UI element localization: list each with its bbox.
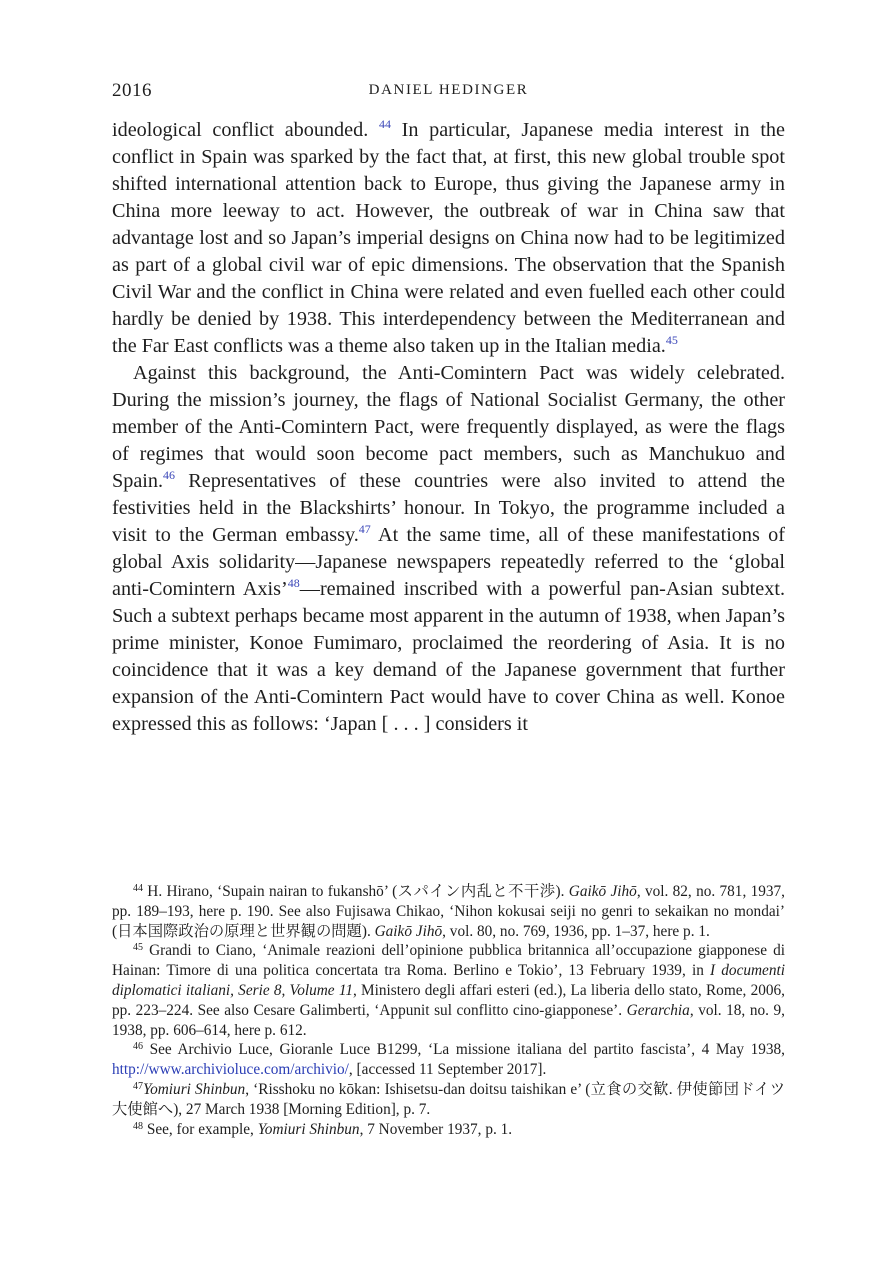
paragraph-2: Against this background, the Anti-Comintern Pact was widely celebrated. During the mission’s journey, the flags of National Socialist Germany, the other member of the Anti-Comintern Pact, were frequently displayed, as were the flags of regimes that would soon become pact members, such as Manchukuo and Spain.$^{46}$ Representatives of these countries were also invited to attend the festivities held in the Blackshirts’ honour. In Tokyo, the programme included a visit to the German embassy.$^{47}$ At the same time, all of these manifestations of global Axis solidarity—Japanese newspapers repeatedly referred to the ‘global anti-Comintern Axis’$^{48}$—remained inscribed with a powerful pan-Asian subtext. Such a subtext perhaps became most apparent in the autumn of 1938, when Japan’s prime minister, Konoe Fumimaro, proclaimed the reordering of Asia. It is no coincidence that it was a key demand of the Japanese government that further expansion of the Anti-Comintern Pact would have to cover China as well. Konoe expressed this as follows: ‘Japan [ . . . ] considers it xyxy=(112,362,786,735)
footnote-ref-45[interactable]: 45 xyxy=(665,333,678,347)
footnote-ref-47[interactable]: 47 xyxy=(358,522,371,536)
paragraph-1: ideological conflict abounded. $^{44}$ In particular, Japanese media interest in the conflict in Spain was sparked by the fact that, at first, this new global trouble spot shifted international attention back to Europe, thus giving the Japanese army in China more leeway to act. However, the outbreak of war in China saw that advantage lost and so Japan’s imperial designs on China now had to be legitimized as part of a global civil war of epic dimensions. The observation that the Spanish Civil War and the conflict in China were related and even fuelled each other could hardly be denied by 1938. This interdependency between the Mediterranean and the Far East conflicts was a theme also taken up in the Italian media.$^{45}$ xyxy=(112,117,785,357)
footnote-ref-48[interactable]: 48 xyxy=(287,576,300,590)
footnote-ref-44[interactable]: 44 xyxy=(378,117,391,131)
archivio-luce-link[interactable]: http://www.archivioluce.com/archivio/ xyxy=(112,1061,349,1079)
body-text xyxy=(112,117,785,738)
footnote-45: $^{45}$ Grandi to Ciano, ‘Animale reazioni dell’opinione pubblica britannica all’occupazione giapponese di Hainan: Timore di una politica concertata tra Roma. Berlino e Tokio’, 13 February 1939, in I documenti diplomatici italiani, Serie 8, Volume 11, Ministero degli affari esteri (ed.), La liberia dello stato, Rome, 2006, pp. 223–224. See also Cesare Galimberti, ‘Appunit sul conflitto cino-giapponese’. Gerarchia, vol. 18, no. 9, 1938, pp. 606–614, here p. 612. xyxy=(112,942,786,1039)
footnotes xyxy=(112,882,785,1139)
page-header xyxy=(112,80,785,104)
footnote-47: $^{47}$Yomiuri Shinbun, ‘Risshoku no kōkan: Ishisetsu-dan doitsu taishikan e’ (立食の交歓. 伊使節団ドイツ大使館へ), 27 March 1938 [Morning Edition], p. 7. xyxy=(112,1080,785,1118)
page-number: 2016 xyxy=(112,80,152,101)
footnote-46: $^{46}$ See Archivio Luce, Gioranle Luce B1299, ‘La missione italiana del partito fascista’, 4 May 1938, http://www.archivioluce.com/archivio/, [accessed 11 September 2017]. xyxy=(112,1041,785,1079)
footnote-ref-46[interactable]: 46 xyxy=(163,468,176,482)
footnote-48: $^{48}$ See, for example, Yomiuri Shinbun, 7 November 1937, p. 1. xyxy=(133,1120,513,1138)
running-head: DANIEL HEDINGER xyxy=(368,82,529,98)
footnote-44: $^{44}$ H. Hirano, ‘Supain nairan to fukanshō’ (スパイン内乱と不干渉). Gaikō Jihō, vol. 82, no. 781, 1937, pp. 189–193, here p. 190. See also Fujisawa Chikao, ‘Nihon kokusai seiji no genri to sekaikan no mondai’ (日本国際政治の原理と世界観の問題). Gaikō Jihō, vol. 80, no. 769, 1936, pp. 1–37, here p. 1. xyxy=(112,883,785,940)
